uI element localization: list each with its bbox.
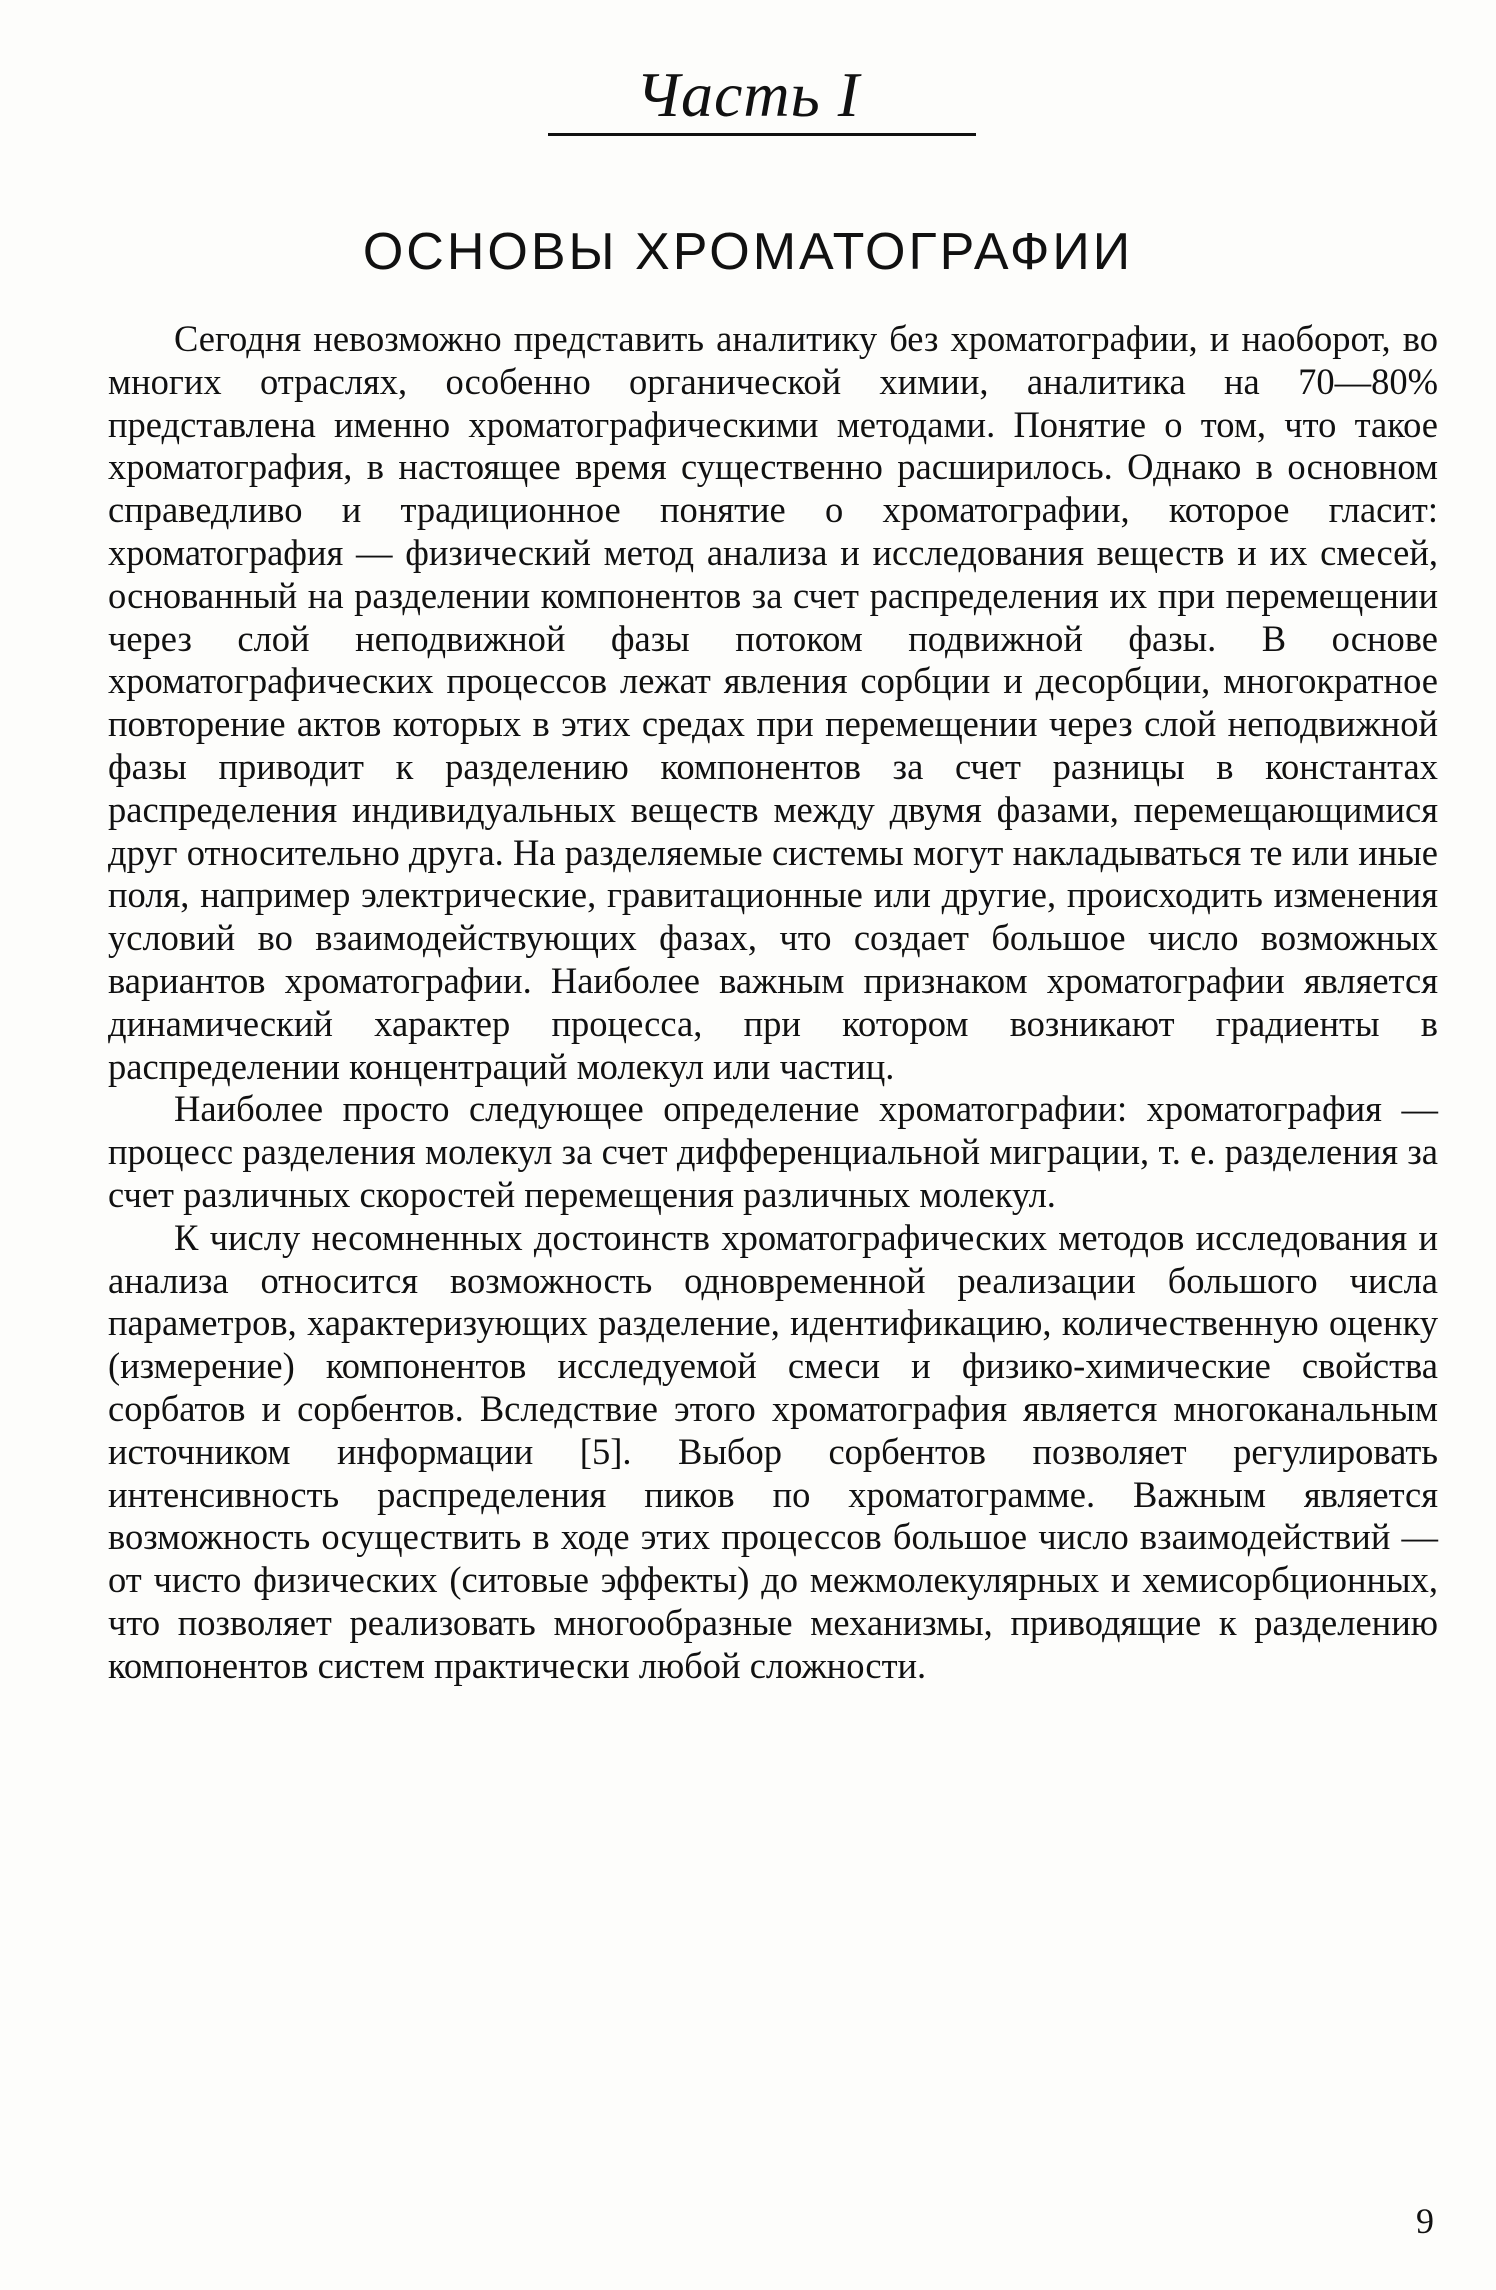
paragraph-3: К числу несомненных достоинств хроматографических методов исследования и анализа относится возможность одновременной реализации большого числа параметров, характеризующих разделение, идентификацию, количественную оценку (измерение) компонентов исследуемой смеси и физико-химические свойства сорбатов и сорбентов. Вследствие этого хроматография является многоканальным источником информации [5]. Выбор сорбентов позволяет регулировать интенсивность распределения пиков по хроматограмме. Важным является возможность осуществить в ходе этих процессов большое число взаимодействий — от чисто физических (ситовые эффекты) до межмолекулярных и хемисорбционных, что позволяет реализовать многообразные механизмы, приводящие к разделению компонентов систем практически любой сложности. [108,1216,1438,1686]
chapter-title: ОСНОВЫ ХРОМАТОГРАФИИ [362,223,1134,281]
part-rule-divider [548,133,976,136]
part-label: Часть I [635,59,861,130]
paragraph-1: Сегодня невозможно представить аналитику без хроматографии, и наоборот, во многих отраслях, особенно органической химии, аналитика на 70—80% представлена именно хроматографическими методами. Понятие о том, что такое хроматография, в настоящее время существенно расширилось. Однако в основном справедливо и традиционное понятие о хроматографии, которое гласит: хроматография — физический метод анализа и исследования веществ и их смесей, основанный на разделении компонентов за счет распределения их при перемещении через слой неподвижной фазы потоком подвижной фазы. В основе хроматографических процессов лежат явления сорбции и десорбции, многократное повторение актов которых в этих средах при перемещении через слой неподвижной фазы приводит к разделению компонентов за счет разницы в константах распределения индивидуальных веществ между двумя фазами, перемещающимися друг относительно друга. На разделяемые системы могут накладываться те или иные поля, например электрические, гравитационные или другие, происходить изменения условий во взаимодействующих фазах, что создает большое число возможных вариантов хроматографии. Наиболее важным признаком хроматографии является динамический характер процесса, при котором возникают градиенты в распределении концентраций молекул или частиц. [108,318,1438,1087]
page-number: 9 [1416,2201,1434,2241]
body-text [108,318,1438,1688]
paragraph-2: Наиболее просто следующее определение хроматографии: хроматография — процесс разделения молекул за счет дифференциальной миграции, т. е. разделения за счет различных скоростей перемещения различных молекул. [108,1088,1438,1215]
